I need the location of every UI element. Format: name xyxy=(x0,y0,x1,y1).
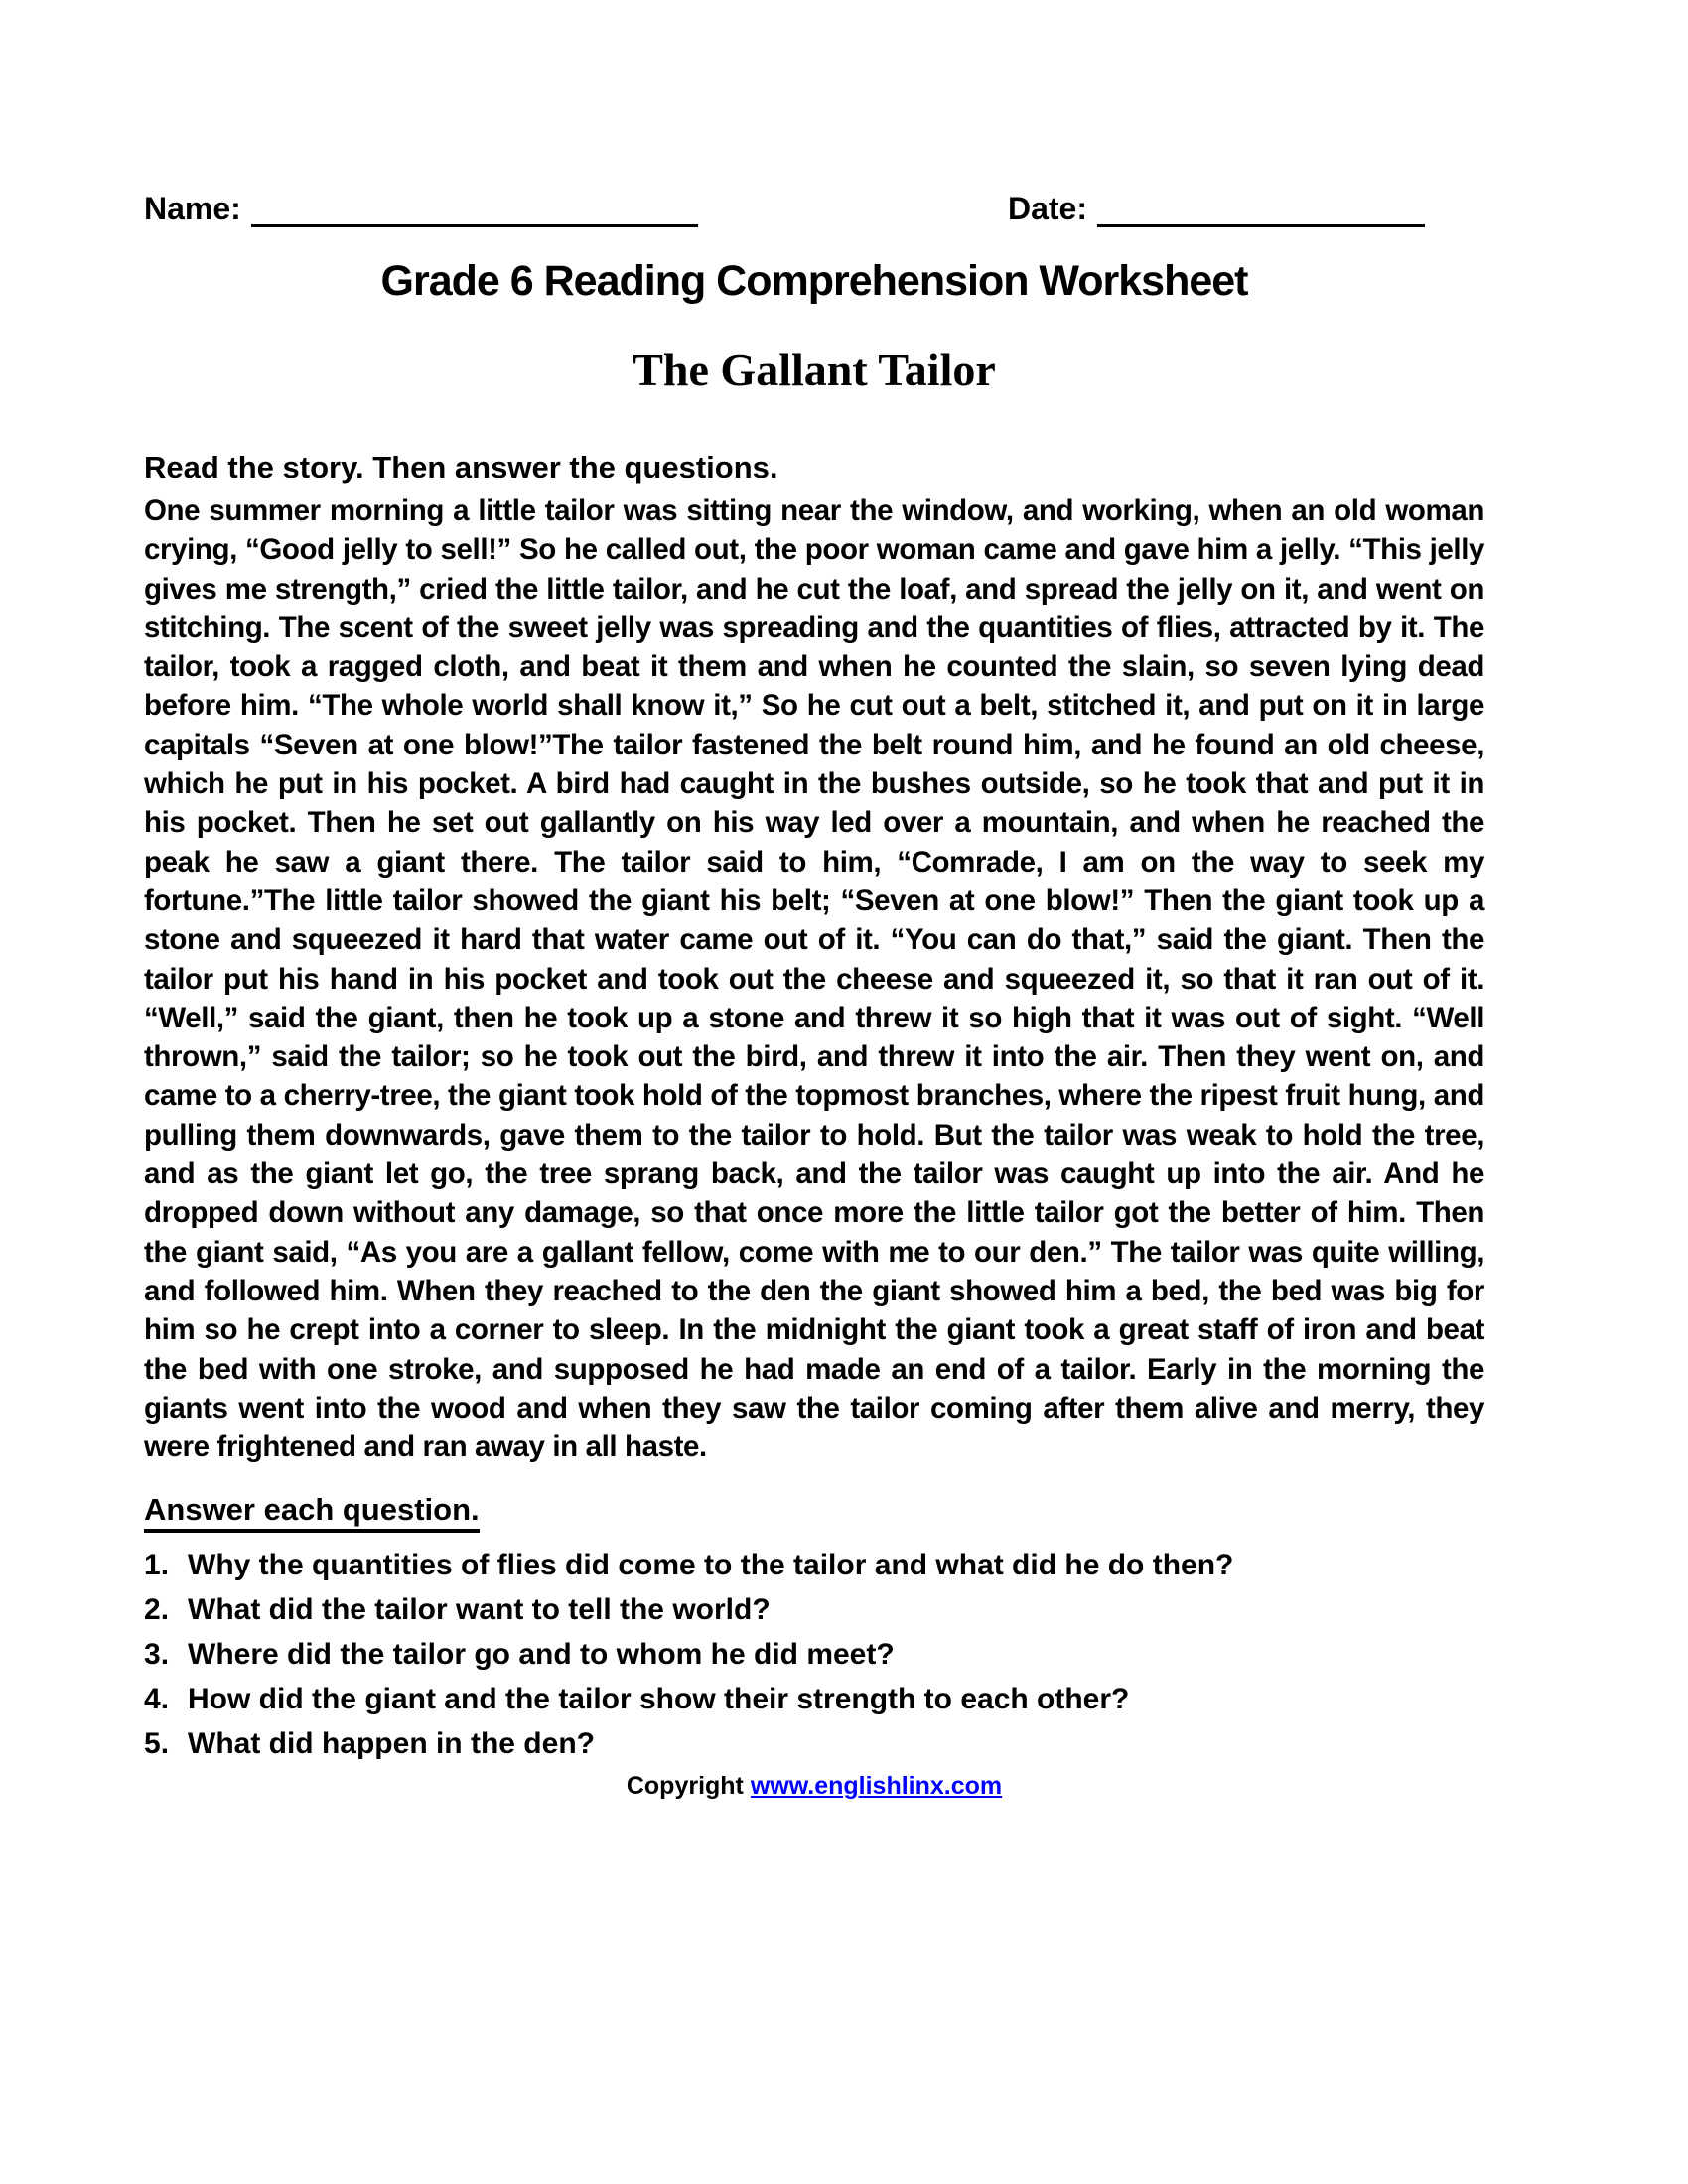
header-row xyxy=(144,191,1484,227)
copyright-line xyxy=(144,1772,1484,1801)
story-title: The Gallant Tailor xyxy=(633,344,996,395)
questions-list xyxy=(144,1549,1484,1761)
question-item xyxy=(144,1727,1484,1761)
name-label: Name: xyxy=(144,191,241,226)
name-field-group xyxy=(144,191,698,227)
question-item xyxy=(144,1638,1484,1672)
copyright-text: Copyright xyxy=(626,1772,744,1801)
date-blank-line xyxy=(1097,195,1425,227)
questions-heading-text: Answer each question. xyxy=(144,1492,480,1533)
question-text: Why the quantities of flies did come to the tailor and what did he do then? xyxy=(188,1549,1234,1582)
question-item xyxy=(144,1593,1484,1627)
worksheet-title: Grade 6 Reading Comprehension Worksheet xyxy=(380,257,1248,305)
story-paragraph: One summer morning a little tailor was sitting near the window, and working, when an old woman crying, “Good jelly to sell!” So he called out, the poor woman came and gave him a jelly. “This jelly gives me strength,” cried the little tailor, and he cut the loaf, and spread the jelly on it, and went on stitching. The scent of the sweet jelly was spreading and the quantities of flies, attracted by it. The tailor, took a ragged cloth, and beat it them and when he counted the slain, so seven lying dead before him. “The whole world shall know it,” So he cut out a belt, stitched it, and put on it in large capitals “Seven at one blow!”The tailor fastened the belt round him, and he found an old cheese, which he put in his pocket. A bird had caught in the bushes outside, so he took that and put it in his pocket. Then he set out gallantly on his way led over a mountain, and when he reached the peak he saw a giant there. The tailor said to him, “Comrade, I am on the way to seek my fortune.”The little tailor showed the giant his belt; “Seven at one blow!” Then the giant took up a stone and squeezed it hard that water came out of it. “You can do that,” said the giant. Then the tailor put his hand in his pocket and took out the cheese and squeezed it, so that it ran out of it. “Well,” said the giant, then he took up a stone and threw it so high that it was out of sight. “Well thrown,” said the tailor; so he took out the bird, and threw it into the air. Then they went on, and came to a cherry-tree, the giant took hold of the topmost branches, where the ripest fruit hung, and pulling them downwards, gave them to the tailor to hold. But the tailor was weak to hold the tree, and as the giant let go, the tree sprang back, and the tailor was caught up into the air. And he dropped down without any damage, so that once more the little tailor got the better of him. Then the giant said, “As you are a gallant fellow, come with me to our den.” The tailor was quite willing, and followed him. When they reached to the den the giant showed him a bed, the bed was big for him so he crept into a corner to sleep. In the midnight the giant took a great staff of iron and beat the bed with one stroke, and supposed he had made an end of a tailor. Early in the morning the giants went into the wood and when they saw the tailor coming after them alive and merry, they were frightened and ran away in all haste. xyxy=(144,494,1484,1464)
question-text: What did happen in the den? xyxy=(188,1727,595,1761)
question-item xyxy=(144,1683,1484,1716)
question-text: What did the tailor want to tell the world? xyxy=(188,1593,771,1627)
copyright-link[interactable]: www.englishlinx.com xyxy=(750,1772,1003,1801)
date-field-group xyxy=(1008,191,1425,227)
date-label: Date: xyxy=(1007,191,1087,226)
questions-heading xyxy=(144,1492,1484,1533)
question-item xyxy=(144,1549,1484,1582)
name-blank-line xyxy=(251,195,698,227)
question-text: Where did the tailor go and to whom he did meet? xyxy=(188,1638,895,1672)
instructions-text: Read the story. Then answer the questions. xyxy=(144,450,778,484)
question-text: How did the giant and the tailor show their strength to each other? xyxy=(188,1683,1130,1716)
